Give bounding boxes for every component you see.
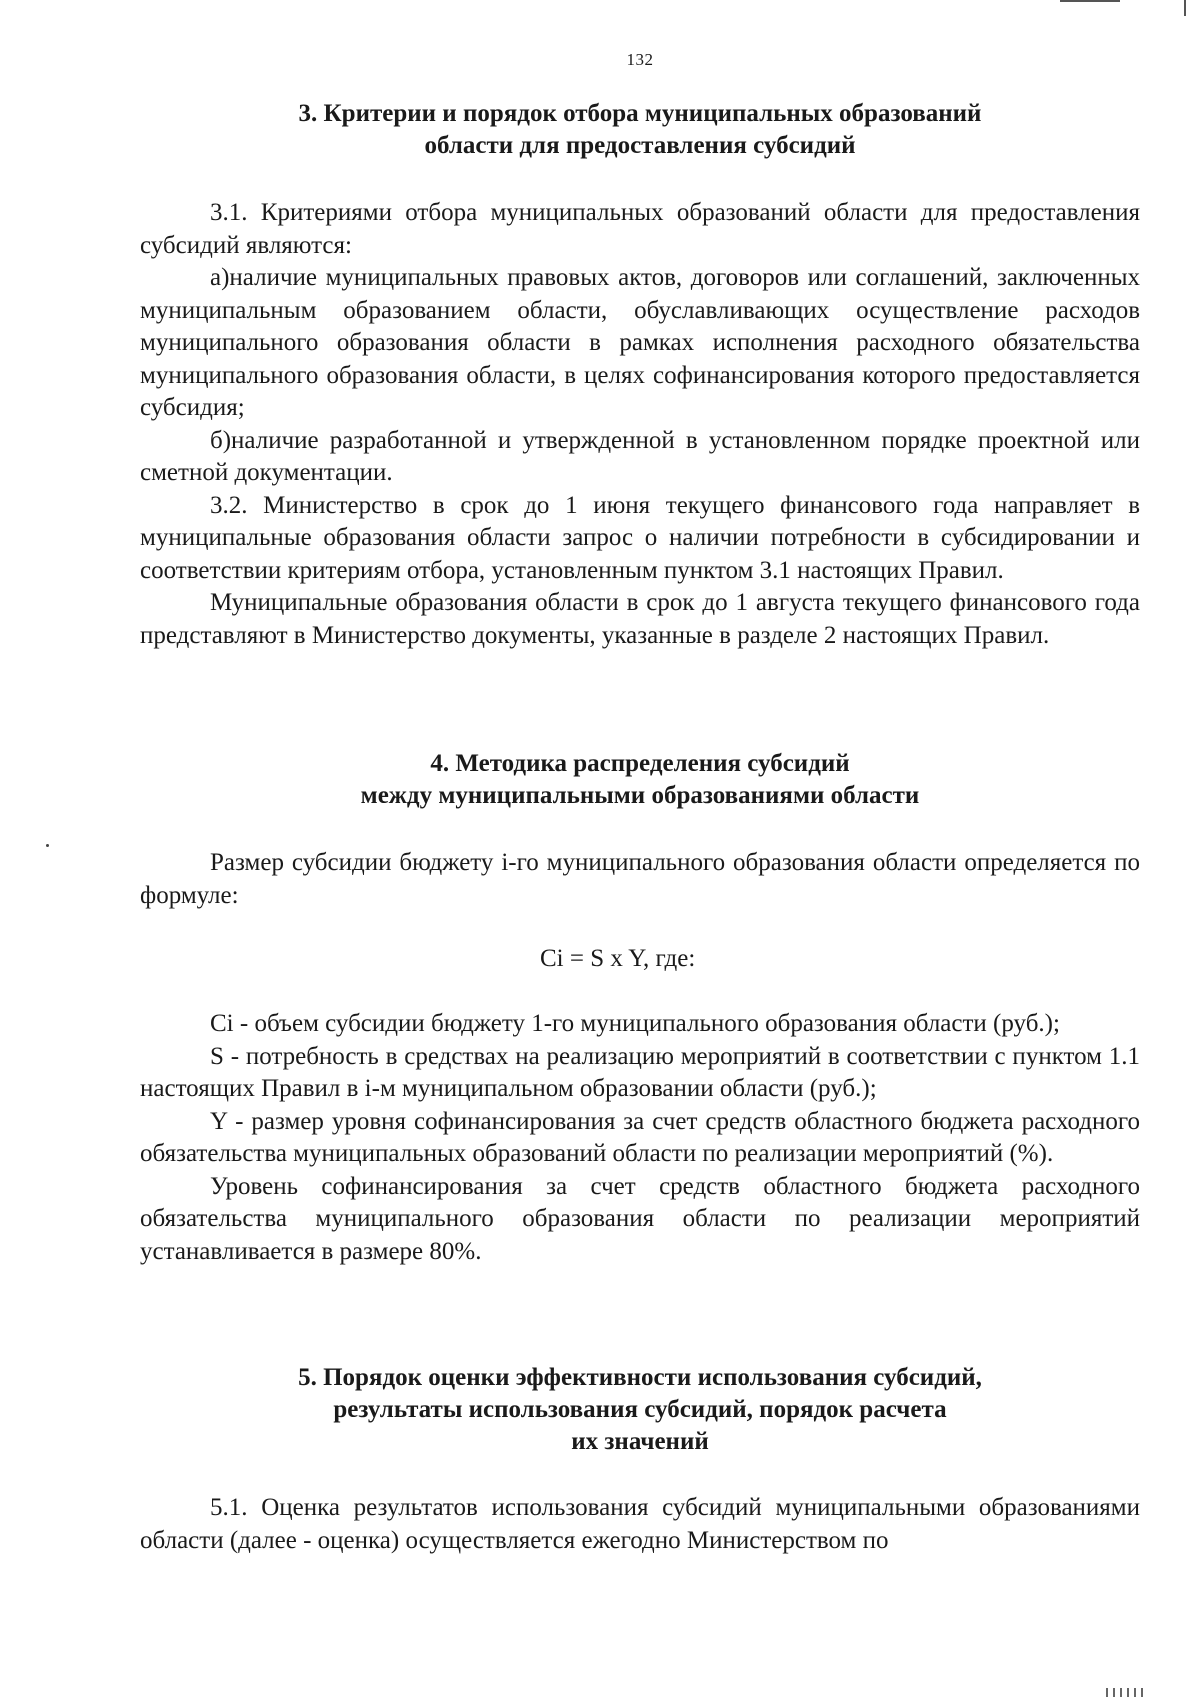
paragraph-3-2: 3.2. Министерство в срок до 1 июня текущего финансового года направляет в муниципальные образования области запрос о наличии потребности в субсидировании и соответствии критериям отбора, установленным пунктом 3.1 настоящих Правил. [140,491,1140,584]
section-4-intro [140,847,1140,912]
heading-line: между муниципальными образованиями области [360,782,920,809]
scan-edge-mark-top [1060,0,1120,2]
page-number: 132 [626,50,654,69]
heading-line: 3. Критерии и порядок отбора муниципальных образований [298,100,982,127]
scan-edge-mark-bottom [1106,1688,1146,1697]
paragraph-3-1: 3.1. Критериями отбора муниципальных образований области для предоставления субсидий являются: [140,199,1140,259]
heading-line: их значений [571,1428,709,1455]
section-5-body [140,1492,1140,1557]
heading-line: 5. Порядок оценки эффективности использования субсидий, [298,1364,982,1391]
formula: Ci = S x Y, где: [540,945,696,972]
scan-stray-dot [46,844,49,847]
paragraph-3-1-a: а)наличие муниципальных правовых актов, договоров или соглашений, заключенных муниципальным образованием области, обуславливающих осуществление расходов муниципального образования области в рамках исполнения расходного обязательства муниципального образования области, в целях софинансирования которого предоставляется субсидия; [140,264,1140,421]
section-4-heading [140,748,1140,812]
definition-y: Y - размер уровня софинансирования за счет средств областного бюджета расходного обязательства муниципальных образований области по реализации мероприятий (%). [140,1107,1140,1167]
formula-intro: Размер субсидии бюджету i-го муниципального образования области определяется по формуле: [140,849,1140,909]
heading-line: 4. Методика распределения субсидий [430,750,850,777]
section-4-body [140,1008,1140,1268]
scan-edge-mark-right [1184,0,1186,16]
paragraph-5-1: 5.1. Оценка результатов использования субсидий муниципальными образованиями области (далее - оценка) осуществляется ежегодно Министерством по [140,1494,1140,1554]
paragraph-3-2-cont: Муниципальные образования области в срок до 1 августа текущего финансового года представляют в Министерство документы, указанные в разделе 2 настоящих Правил. [140,589,1140,649]
section-3-heading [140,98,1140,162]
section-5-heading [140,1362,1140,1458]
cofinancing-level: Уровень софинансирования за счет средств областного бюджета расходного обязательства муниципального образования области по реализации мероприятий устанавливается в размере 80%. [140,1172,1140,1265]
section-3-body [140,197,1140,652]
paragraph-3-1-b: б)наличие разработанной и утвержденной в установленном порядке проектной или сметной документации. [140,426,1140,486]
heading-line: области для предоставления субсидий [424,132,856,159]
heading-line: результаты использования субсидий, порядок расчета [333,1396,947,1423]
definition-s: S - потребность в средствах на реализацию мероприятий в соответствии с пунктом 1.1 настоящих Правил в i-м муниципальном образовании области (руб.); [140,1042,1140,1102]
definition-ci: Ci - объем субсидии бюджету 1-го муниципального образования области (руб.); [210,1010,1060,1037]
